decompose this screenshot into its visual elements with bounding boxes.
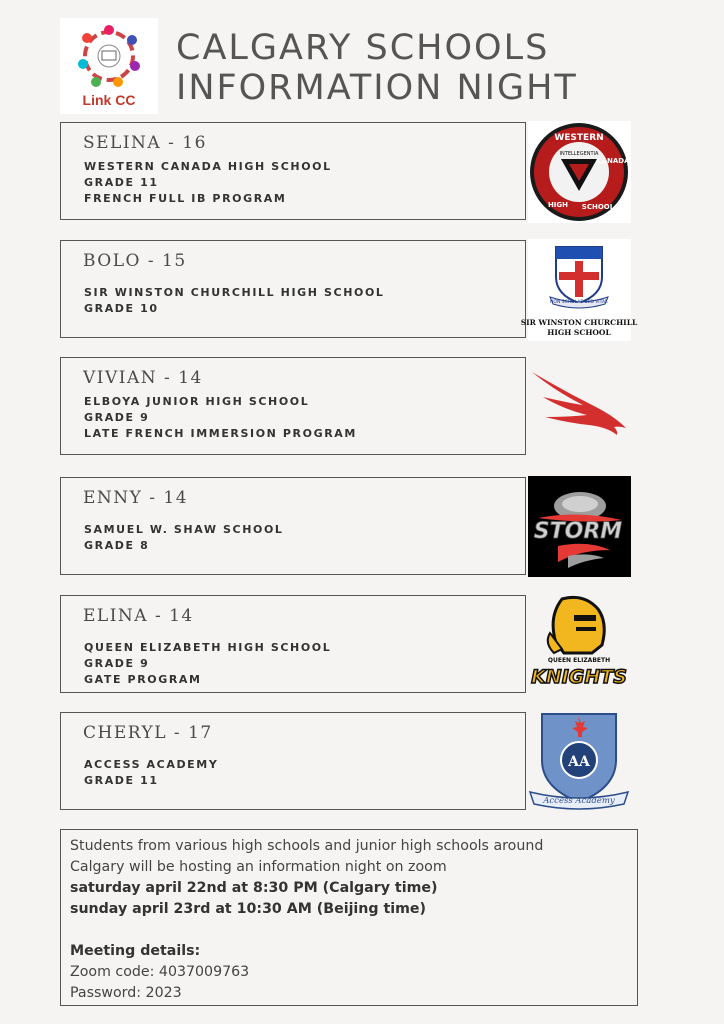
student-card-cheryl (60, 712, 526, 810)
logo-text: Link CC (82, 92, 136, 108)
title-line-1: CALGARY SCHOOLS (176, 28, 550, 68)
sunday-time: sunday april 23rd at 10:30 AM (Beijing time) (70, 901, 427, 917)
knights-logo-icon (528, 593, 631, 695)
student-card-bolo (60, 240, 526, 338)
info-line-1: Students from various high schools and junior high schools around (70, 838, 544, 854)
crest-bottom-right-text: SCHOOL (581, 203, 615, 211)
meeting-details-heading: Meeting details: (70, 943, 201, 959)
student-name: SELINA - 16 (83, 133, 207, 153)
grade: GRADE 11 (84, 774, 159, 787)
student-card-elina (60, 595, 526, 693)
student-details (84, 285, 385, 317)
student-card-selina (60, 122, 526, 220)
program: FRENCH FULL IB PROGRAM (84, 192, 287, 205)
student-details (84, 394, 357, 442)
crest-caption-line-2: HIGH SCHOOL (547, 328, 611, 337)
student-card-enny (60, 477, 526, 575)
program: GATE PROGRAM (84, 673, 202, 686)
elboya-bird-icon (528, 358, 631, 460)
link-cc-logo (60, 18, 158, 114)
knights-school-text: QUEEN ELIZABETH (547, 657, 611, 664)
crest-monogram: AA (568, 754, 590, 770)
student-name: BOLO - 15 (83, 251, 187, 271)
grade: GRADE 9 (84, 657, 150, 670)
student-details (84, 640, 331, 688)
school-name: SAMUEL W. SHAW SCHOOL (84, 523, 284, 536)
title-line-2: INFORMATION NIGHT (176, 68, 578, 108)
crest-bottom-left-text: HIGH (547, 201, 569, 209)
school-name: ACCESS ACADEMY (84, 758, 219, 771)
student-name: ELINA - 14 (83, 606, 194, 626)
crest-caption-line-1: SIR WINSTON CHURCHILL (520, 318, 638, 327)
crest-ribbon-text: Access Academy (543, 796, 615, 806)
knights-text: KNIGHTS (531, 666, 627, 688)
page-title (176, 28, 578, 108)
crest-motto: NON SCHOLAE SED VITAE (550, 300, 608, 305)
zoom-code: Zoom code: 4037009763 (70, 964, 250, 980)
password: Password: 2023 (70, 985, 182, 1001)
crest-motto: INTELLEGENTIA (559, 151, 599, 157)
access-academy-crest-icon (528, 710, 631, 812)
student-card-vivian (60, 357, 526, 455)
grade: GRADE 9 (84, 411, 150, 424)
crest-right-text: CANADA (596, 157, 630, 165)
saturday-time: saturday april 22nd at 8:30 PM (Calgary time) (70, 880, 438, 896)
school-name: WESTERN CANADA HIGH SCHOOL (84, 160, 332, 173)
grade: GRADE 10 (84, 302, 159, 315)
school-name: SIR WINSTON CHURCHILL HIGH SCHOOL (84, 286, 385, 299)
student-details (84, 757, 218, 789)
info-line-2: Calgary will be hosting an information night on zoom (70, 859, 447, 875)
western-canada-crest-icon (528, 121, 631, 223)
crest-top-text: WESTERN (554, 133, 604, 143)
student-name: ENNY - 14 (83, 488, 189, 508)
school-name: ELBOYA JUNIOR HIGH SCHOOL (84, 395, 310, 408)
student-name: CHERYL - 17 (83, 723, 213, 743)
program: LATE FRENCH IMMERSION PROGRAM (84, 427, 357, 440)
school-name: QUEEN ELIZABETH HIGH SCHOOL (84, 641, 332, 654)
churchill-crest-icon (520, 239, 638, 341)
student-details (84, 159, 332, 207)
storm-logo-icon (528, 476, 631, 577)
student-details (84, 522, 284, 554)
student-name: VIVIAN - 14 (83, 368, 203, 388)
event-info-box (60, 829, 638, 1006)
grade: GRADE 11 (84, 176, 159, 189)
spacer (70, 920, 628, 941)
storm-text: STORM (533, 519, 623, 544)
grade: GRADE 8 (84, 539, 150, 552)
